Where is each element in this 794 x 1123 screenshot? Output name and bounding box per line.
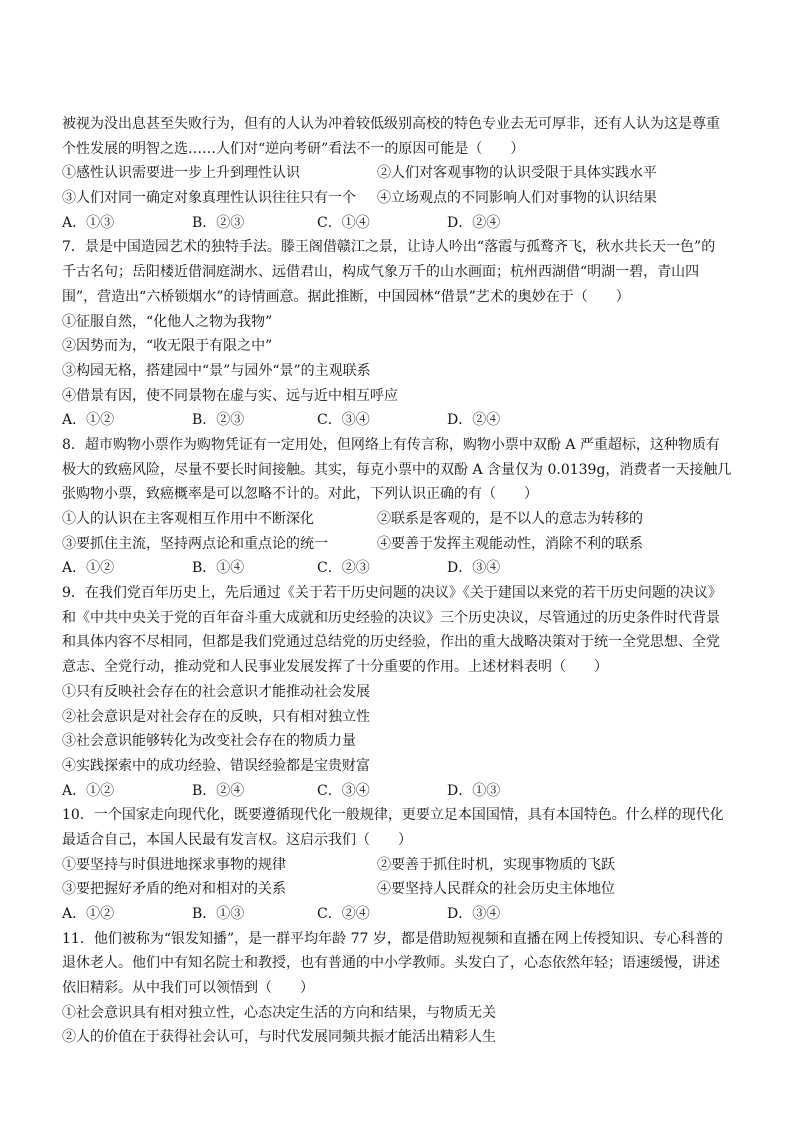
answer-choice-d: D．①③ bbox=[447, 782, 501, 799]
option-item: ③要把握好矛盾的绝对和相对的关系 bbox=[62, 881, 286, 898]
option-item: ②人们对客观事物的认识受限于具体实践水平 bbox=[377, 165, 657, 182]
answer-choices bbox=[62, 556, 742, 581]
answer-choice-a: A．①② bbox=[62, 782, 115, 799]
question-stem-line: 依旧精彩。从中我们可以领悟到（ ） bbox=[62, 980, 314, 997]
option-item: ④要坚持人民群众的社会历史主体地位 bbox=[377, 881, 615, 898]
answer-choices bbox=[62, 779, 742, 804]
answer-choice-c: C．①④ bbox=[317, 214, 370, 231]
option-row bbox=[62, 186, 742, 211]
option-item: ④要善于发挥主观能动性，消除不利的联系 bbox=[377, 535, 643, 552]
option-item: ①感性认识需要进一步上升到理性认识 bbox=[62, 165, 300, 182]
question-stem-line: 7．景是中国造园艺术的独特手法。滕王阁借赣江之景，让诗人吟出“落霞与孤鹜齐飞，秋水共长天一色”的 bbox=[62, 239, 716, 256]
option-item: ④借景有因，使不同景物在虚与实、远与近中相互呼应 bbox=[62, 387, 398, 404]
option-item: ③要抓住主流，坚持两点论和重点论的统一 bbox=[62, 535, 328, 552]
answer-choice-b: B．②④ bbox=[192, 782, 245, 799]
answer-choice-b: B．①③ bbox=[192, 906, 245, 922]
answer-choice-a: A．①③ bbox=[62, 214, 115, 231]
question-7 bbox=[62, 235, 742, 433]
question-stem-line: 8．超市购物小票作为购物凭证有一定用处，但网络上有传言称，购物小票中双酚 A 严重超标，这种物质有 bbox=[62, 436, 720, 453]
option-item: ②人的价值在于获得社会认可，与时代发展同频共振才能活出精彩人生 bbox=[62, 1029, 496, 1046]
question-10 bbox=[62, 803, 742, 926]
option-item: ③社会意识能够转化为改变社会存在的物质力量 bbox=[62, 733, 356, 750]
answer-choice-b: B．①④ bbox=[192, 560, 245, 577]
option-item: ④实践探索中的成功经验、错误经验都是宝贵财富 bbox=[62, 757, 370, 774]
option-row bbox=[62, 507, 742, 532]
question-stem-line: 个性发展的明智之选……人们对“逆向考研”看法不一的原因可能是（ ） bbox=[62, 140, 525, 157]
question-stem-line: 张购物小票，致癌概率是可以忽略不计的。对此，下列认识正确的有（ ） bbox=[62, 486, 538, 503]
answer-choice-c: C．③④ bbox=[317, 782, 370, 799]
question-stem-line: 和《中共中央关于党的百年奋斗重大成就和历史经验的决议》三个历史决议，尽管通过的历史条件时代背景 bbox=[62, 609, 720, 626]
question-6 bbox=[62, 112, 742, 235]
answer-choices bbox=[62, 408, 742, 433]
answer-choice-c: C．③④ bbox=[317, 412, 370, 429]
question-stem-line: 千古名句；岳阳楼近借洞庭湖水、远借君山，构成气象万千的山水画面；杭州西湖借“明湖一碧，青山四 bbox=[62, 264, 700, 281]
option-item: ①征服自然，“化他人之物为我物” bbox=[62, 313, 273, 330]
question-stem-line: 和具体内容不尽相同，但都是我们党通过总结党的历史经验，作出的重大战略决策对于统一全党思想、全党 bbox=[62, 634, 720, 651]
option-item: ②联系是客观的，是不以人的意志为转移的 bbox=[377, 511, 643, 527]
question-stem-line: 最适合自己，本国人民最有发言权。这启示我们（ ） bbox=[62, 831, 412, 848]
question-stem-line: 退休老人。他们中有知名院士和教授，也有普通的中小学教师。头发白了，心态依然年轻；语速缓慢，讲述 bbox=[62, 955, 720, 972]
question-stem-line: 9．在我们党百年历史上，先后通过《关于若干历史问题的决议》《关于建国以来党的若干历史问题的决议》 bbox=[62, 585, 722, 602]
answer-choice-c: C．②③ bbox=[317, 560, 370, 577]
answer-choice-d: D．③④ bbox=[447, 560, 501, 577]
option-item: ②要善于抓住时机，实现事物质的飞跃 bbox=[377, 856, 615, 873]
option-item: ③构园无格，搭建园中“景”与园外“景”的主观联系 bbox=[62, 362, 371, 379]
question-stem-line: 意志、全党行动，推动党和人民事业发展发挥了十分重要的作用。上述材料表明（ ） bbox=[62, 659, 608, 676]
option-row bbox=[62, 877, 742, 902]
question-8 bbox=[62, 433, 742, 581]
answer-choice-b: B．②③ bbox=[192, 214, 245, 231]
answer-choice-a: A．①② bbox=[62, 412, 115, 429]
answer-choice-d: D．②④ bbox=[447, 214, 501, 231]
exam-page bbox=[62, 112, 742, 1050]
option-row bbox=[62, 532, 742, 557]
option-item: ①只有反映社会存在的社会意识才能推动社会发展 bbox=[62, 683, 370, 700]
option-row bbox=[62, 161, 742, 186]
question-11 bbox=[62, 927, 742, 1050]
option-item: ②社会意识是对社会存在的反映，只有相对独立性 bbox=[62, 708, 370, 725]
question-stem-line: 被视为没出息甚至失败行为，但有的人认为冲着较低级别高校的特色专业去无可厚非，还有人认为这是尊重 bbox=[62, 116, 720, 132]
answer-choice-c: C．②④ bbox=[317, 906, 370, 922]
option-row bbox=[62, 853, 742, 878]
question-9 bbox=[62, 581, 742, 803]
answer-choice-a: A．①② bbox=[62, 560, 115, 577]
answer-choice-d: D．③④ bbox=[447, 906, 501, 922]
answer-choice-d: D．②④ bbox=[447, 412, 501, 429]
answer-choice-a: A．①② bbox=[62, 906, 115, 922]
question-stem-line: 围”，营造出“六桥锁烟水”的诗情画意。据此推断，中国园林“借景”艺术的奥妙在于（ ） bbox=[62, 288, 630, 305]
answer-choices bbox=[62, 902, 742, 927]
question-stem-line: 11．他们被称为“银发知播”，是一群平均年龄 77 岁，都是借助短视频和直播在网上传授知识、专心科普的 bbox=[62, 930, 723, 947]
question-stem-line: 10．一个国家走向现代化，既要遵循现代化一般规律，更要立足本国国情，具有本国特色。什么样的现代化 bbox=[62, 807, 724, 824]
option-item: ③人们对同一确定对象真理性认识往往只有一个 bbox=[62, 190, 356, 207]
option-item: ②因势而为，“收无限于有限之中” bbox=[62, 338, 273, 355]
answer-choice-b: B．②③ bbox=[192, 412, 245, 429]
option-item: ④立场观点的不同影响人们对事物的认识结果 bbox=[377, 190, 657, 207]
option-item: ①社会意识具有相对独立性，心态决定生活的方向和结果，与物质无关 bbox=[62, 1004, 496, 1021]
question-stem-line: 极大的致癌风险，尽量不要长时间接触。其实，每克小票中的双酚 A 含量仅为 0.0139g，消费者一天接触几 bbox=[62, 461, 732, 478]
option-item: ①要坚持与时俱进地探求事物的规律 bbox=[62, 856, 286, 873]
answer-choices bbox=[62, 211, 742, 236]
option-item: ①人的认识在主客观相互作用中不断深化 bbox=[62, 511, 314, 527]
